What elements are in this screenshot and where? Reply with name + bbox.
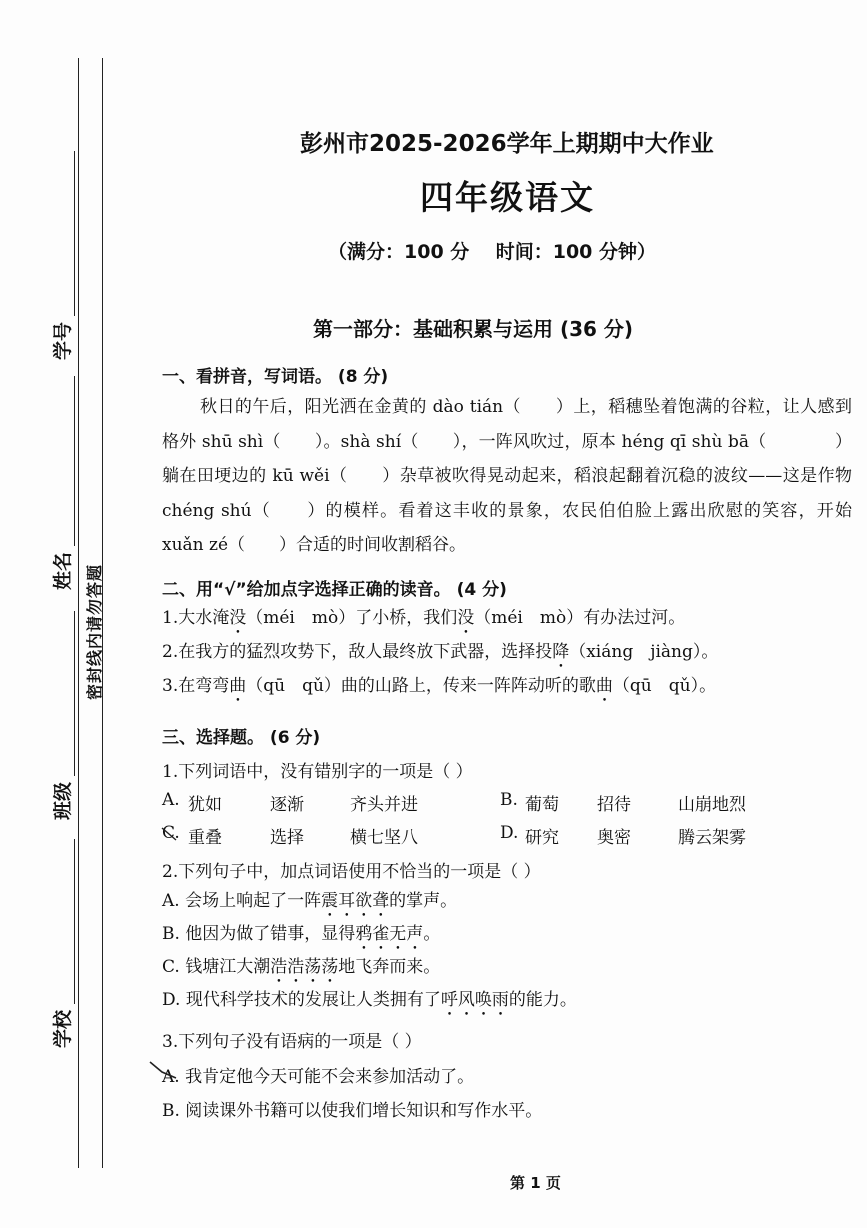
page-number: 第 1 页 (510, 1174, 561, 1192)
subject-title: 四年级语文 (420, 178, 595, 217)
section3-q3: 3.下列句子没有语病的一项是（ ） (162, 1032, 422, 1052)
name-label: 姓名 (52, 551, 74, 590)
school-field[interactable] (48, 839, 75, 1048)
exam-title: 彭州市2025-2026学年上期期中大作业 (300, 131, 714, 157)
seal-notice: 密封线内请勿答题 (85, 563, 104, 700)
section2-q2: 2.在我方的猛烈攻势下，敌人最终放下武器，选择投降（xiáng jiàng）。 (162, 642, 719, 662)
q2-option-c: C. 钱塘江大潮浩浩荡荡地飞奔而来。 (162, 957, 441, 977)
section2-heading: 二、用“√”给加点字选择正确的读音。 (4 分) (162, 580, 507, 600)
section3-q1: 1.下列词语中，没有错别字的一项是（ ） (162, 762, 473, 782)
q2-option-b: B. 他因为做了错事，显得鸦雀无声。 (162, 924, 441, 944)
section2-q3: 3.在弯弯曲（qū qǔ）曲的山路上，传来一阵阵动听的歌曲（qū qǔ）。 (162, 676, 717, 696)
name-field[interactable] (48, 376, 75, 590)
dotted-char: 没 (457, 608, 475, 628)
dotted-char: 没 (229, 608, 247, 628)
section1-heading: 一、看拼音，写词语。 (8 分) (162, 367, 389, 387)
section3-q2: 2.下列句子中，加点词语使用不恰当的一项是（ ） (162, 862, 541, 882)
score-time-info: （满分：100 分 时间：100 分钟） (328, 241, 657, 263)
pen-mark (148, 1058, 178, 1084)
dotted-char: 曲 (595, 676, 613, 696)
student-no-field[interactable] (48, 151, 75, 360)
q2-option-a: A. 会场上响起了一阵震耳欲聋的掌声。 (162, 891, 458, 911)
q3-option-b: B. 阅读课外书籍可以使我们增长知识和写作水平。 (162, 1101, 543, 1121)
q2-option-d: D. 现代科学技术的发展让人类拥有了呼风唤雨的能力。 (162, 990, 577, 1010)
section2-q1: 1.大水淹没（méi mò）了小桥，我们没（méi mò）有办法过河。 (162, 608, 686, 628)
q3-option-a: A. 我肯定他今天可能不会来参加活动了。 (162, 1067, 475, 1087)
dotted-char: 曲 (229, 676, 247, 696)
student-no-label: 学号 (52, 321, 74, 360)
class-label: 班级 (52, 781, 74, 820)
dotted-char: 降 (552, 642, 570, 662)
class-field[interactable] (48, 611, 75, 820)
section1-paragraph: 秋日的午后，阳光洒在金黄的 dào tián（ ）上，稻穗坠着饱满的谷粒，让人感到格外 shū shì（ ）。shà shí（ ），一阵风吹过，原本 héng qī shù bā（ ）躺在田埂边的 kū wěi（ ）杂草被吹得晃动起来，稻浪起翻着沉稳的波纹——这是作物 chéng shú（ ）的模样。看着这丰收的景象，农民伯伯脸上露出欣慰的笑容，开始 xuǎn zé（ ）合适的时间收割稻谷。 (162, 397, 852, 555)
pen-mark (158, 822, 182, 846)
school-label: 学校 (52, 1009, 74, 1048)
part1-heading: 第一部分：基础积累与运用 (36 分) (313, 317, 634, 341)
binding-line-outer (78, 58, 79, 1168)
section3-heading: 三、选择题。 (6 分) (162, 728, 321, 748)
